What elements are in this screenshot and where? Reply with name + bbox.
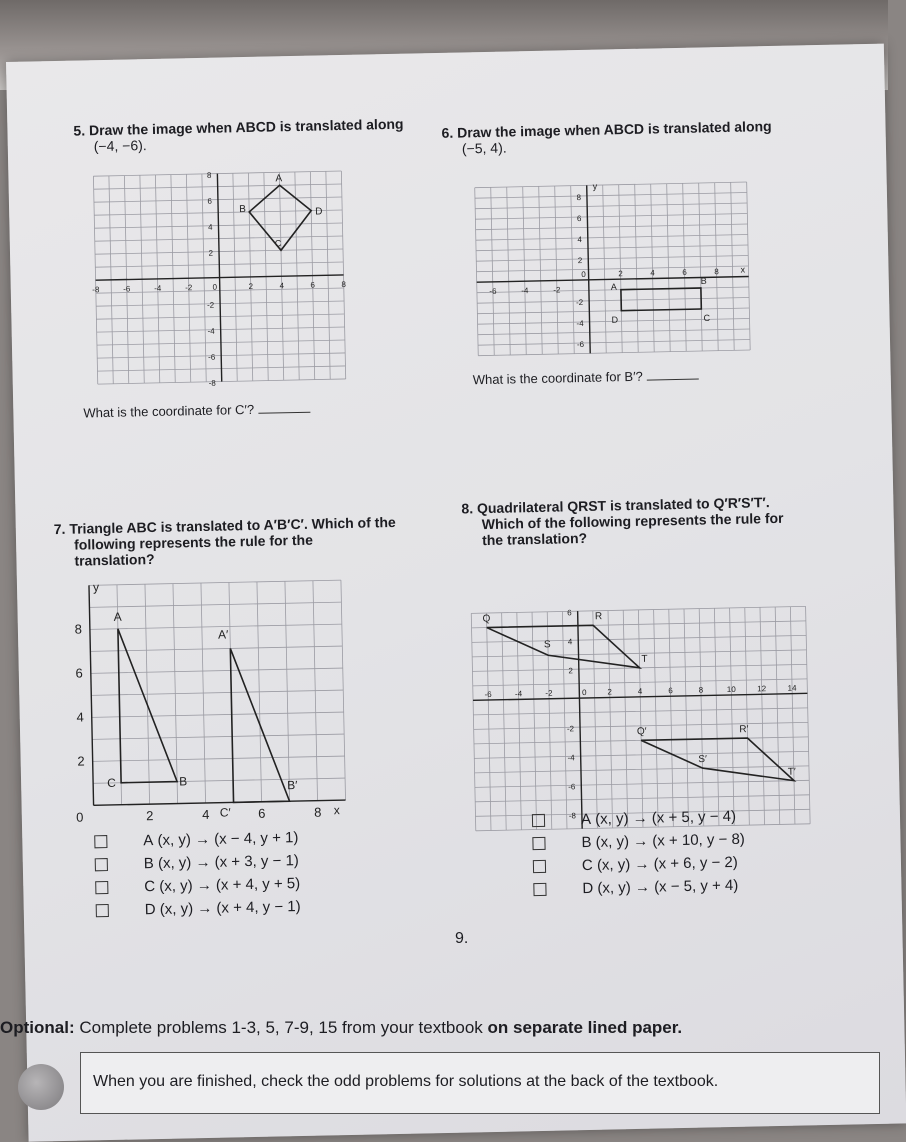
grid-line: [745, 608, 750, 825]
y-tick-label: 8: [206, 170, 212, 180]
y-tick-label: 6: [576, 213, 582, 224]
y-tick-label: -4: [567, 753, 575, 763]
problem-8-stem-3: the translation?: [481, 529, 588, 549]
grid-line: [514, 612, 523, 829]
y-tick-label: 4: [207, 222, 213, 232]
grid-line: [476, 255, 748, 261]
grid-line: [90, 624, 342, 629]
grid-line: [669, 609, 674, 826]
grid-line: [714, 608, 719, 825]
point-label-a: A: [113, 609, 122, 624]
point-label-s-prime: S′: [698, 753, 708, 766]
grid-line: [476, 245, 748, 251]
y-tick-label: 4: [567, 637, 573, 647]
x-tick-label: 4: [202, 806, 210, 823]
check-answers-note: [80, 1052, 880, 1114]
grid-line: [476, 266, 748, 272]
x-tick-label: -4: [521, 286, 529, 296]
problem-5-stem: 5. Draw the image when ABCD is translated along: [73, 115, 404, 139]
x-tick-label: 8: [341, 279, 347, 290]
optional-label: Optional:: [0, 1018, 75, 1037]
point-label-c: C: [703, 312, 711, 323]
grid-line: [699, 609, 704, 826]
x-tick-label: 4: [637, 686, 643, 696]
point-label-c-prime: C′: [219, 805, 231, 820]
grid-line: [775, 607, 780, 824]
grid-line: [478, 339, 750, 345]
x-tick-label: 6: [310, 280, 316, 290]
y-tick-label: -2: [206, 300, 215, 310]
x-tick-label: 4: [279, 281, 285, 291]
grid-line: [478, 329, 750, 335]
point-label-b: B: [700, 275, 707, 286]
y-axis-label: y: [92, 580, 100, 595]
grid-line: [91, 690, 343, 695]
grid-line: [89, 580, 341, 585]
grid-line: [593, 611, 598, 828]
x-tick-label: 6: [682, 267, 687, 277]
choice-rule: (x, y) → (x + 10, y − 8): [595, 830, 746, 851]
y-tick-label: 8: [74, 621, 83, 637]
choice-rule: (x, y) → (x + 6, y − 2): [596, 853, 738, 874]
point-label-q-prime: Q′: [636, 726, 647, 738]
problem-7-stem-3: translation?: [74, 550, 155, 569]
problem-5: [73, 116, 404, 155]
x-tick-label: -2: [185, 283, 193, 293]
checkbox[interactable]: [533, 883, 546, 896]
point-label-r: R: [594, 611, 603, 623]
x-tick-label: 2: [146, 808, 154, 824]
grid-line: [475, 214, 747, 220]
y-tick-label: 2: [208, 248, 214, 258]
x-tick-label: 8: [698, 685, 704, 695]
choice-letter: A: [580, 810, 592, 829]
choice-rule: (x, y) → (x + 4, y + 5): [159, 875, 301, 895]
point-label-a: A: [610, 281, 617, 292]
choice-rule: (x, y) → (x + 3, y − 1): [157, 852, 300, 872]
optional-text: Complete problems 1-3, 5, 7-9, 15 from your textbook: [74, 1018, 488, 1037]
problem-7-stem-1: 7. Triangle ABC is translated to A′B′C′. Which of the: [53, 513, 396, 538]
y-tick-label: -6: [568, 782, 576, 792]
point-label-a: A: [275, 173, 283, 185]
y-tick-label: -6: [576, 339, 585, 350]
x-tick-label: -6: [489, 286, 497, 296]
grid-line: [92, 712, 344, 717]
x-tick-label: -2: [545, 688, 553, 698]
choice-letter: A: [143, 832, 154, 850]
grid-line: [475, 193, 747, 199]
problem-8: [461, 494, 784, 549]
optional-bold-tail: on separate lined paper.: [487, 1018, 683, 1037]
problem-8-stem-2: Which of the following represents the rule for: [481, 509, 784, 533]
y-tick-label: -4: [207, 326, 215, 336]
x-tick-label: -2: [553, 285, 561, 295]
choice-letter: C: [581, 856, 593, 875]
choice-letter: D: [582, 879, 594, 898]
y-tick-label: 6: [567, 608, 572, 618]
optional-instructions: [0, 1018, 682, 1038]
choice-rule: (x, y) → (x + 4, y − 1): [159, 898, 301, 918]
x-axis-label: x: [333, 803, 340, 818]
checkbox[interactable]: [95, 858, 108, 871]
x-axis-label: x: [740, 264, 746, 275]
triangle-abc: [118, 628, 177, 783]
point-label-b: B: [239, 204, 246, 216]
y-tick-label: 2: [568, 666, 573, 676]
problem-5-vector: (−4, −6).: [93, 137, 147, 155]
check-note-text: When you are finished, check the odd problems for solutions at the back of the textbook.: [93, 1073, 719, 1090]
point-label-t: T: [641, 653, 648, 665]
problem-6: [441, 118, 772, 157]
y-tick-label: -6: [208, 352, 216, 362]
checkbox[interactable]: [532, 837, 545, 850]
y-axis-label: y: [592, 181, 598, 192]
choice-rule: (x, y) → (x + 5, y − 4): [594, 807, 737, 828]
y-tick-label: 4: [76, 709, 84, 725]
point-label-d: D: [315, 206, 323, 218]
point-label-c: C: [274, 238, 282, 249]
choice-letter: C: [144, 878, 156, 896]
checkbox[interactable]: [94, 835, 107, 848]
grid-line: [478, 350, 750, 356]
grid-line: [760, 607, 765, 824]
grid-line: [806, 606, 811, 823]
y-tick-label: -2: [575, 297, 584, 308]
problem-8-stem-1: 8. Quadrilateral QRST is translated to Q′R′S′T′.: [461, 494, 770, 517]
grid-line: [477, 297, 749, 303]
x-tick-label: -8: [92, 285, 100, 295]
grid-line: [89, 602, 341, 607]
grid-line: [623, 610, 628, 827]
x-tick-label: -6: [123, 284, 131, 294]
x-tick-label: 8: [714, 267, 719, 277]
point-label-q: Q: [482, 613, 491, 625]
grid-line: [486, 613, 491, 830]
problem-7-stem-2: following represents the rule for the: [73, 531, 314, 553]
x-tick-label: -4: [514, 689, 523, 699]
y-tick-label: -8: [568, 811, 577, 821]
problem-6-question-text: What is the coordinate for B′?: [472, 368, 643, 388]
checkbox[interactable]: [533, 860, 546, 873]
problem-6-graph: [468, 158, 772, 359]
choice-letter: B: [143, 855, 155, 873]
grid-line: [475, 203, 747, 209]
problem-6-vector: (−5, 4).: [461, 139, 507, 157]
point-label-r-prime: R′: [739, 724, 749, 736]
choice-letter: D: [144, 901, 156, 919]
x-tick-label: 0: [212, 282, 218, 292]
y-axis: [578, 611, 583, 828]
grid-line: [471, 613, 476, 830]
x-tick-label: 4: [650, 268, 655, 278]
problem-5-graph: [84, 165, 359, 391]
x-tick-label: 10: [726, 684, 736, 695]
grid-line: [502, 613, 507, 830]
checkbox[interactable]: [95, 881, 108, 894]
answer-blank-b-prime[interactable]: [647, 379, 699, 381]
grid-line: [93, 756, 345, 761]
point-label-t-prime: T′: [787, 766, 796, 778]
x-tick-label: -6: [484, 689, 492, 700]
grid-line: [475, 182, 747, 188]
grid-line: [787, 607, 796, 824]
y-tick-label: 2: [577, 255, 583, 266]
x-tick-label: 14: [787, 683, 797, 693]
answer-blank-c-prime[interactable]: [258, 412, 310, 414]
grid-line: [730, 608, 735, 825]
y-tick-label: -4: [576, 318, 584, 329]
x-tick-label: 2: [248, 281, 254, 291]
problem-8-choice-d[interactable]: [533, 874, 746, 901]
x-tick-label: 0: [76, 809, 84, 825]
triangle-a-prime-b-prime-c-prime: [230, 647, 289, 802]
x-axis: [94, 800, 346, 805]
problem-5-question-text: What is the coordinate for C′?: [83, 401, 255, 421]
point-label-b: B: [178, 774, 188, 789]
grid-line: [476, 224, 748, 230]
grid-line: [562, 611, 567, 828]
x-tick-label: -4: [154, 283, 162, 293]
problem-9-number: 9.: [455, 930, 469, 947]
y-tick-label: -2: [566, 724, 575, 734]
grid-line: [476, 235, 748, 241]
problem-5-question: [83, 401, 310, 421]
grid-line: [654, 610, 659, 827]
problem-6-question: [473, 368, 699, 388]
y-tick-label: 4: [577, 234, 582, 245]
grid-line: [684, 609, 689, 826]
x-tick-label: 6: [668, 686, 673, 696]
problem-7-choice-d[interactable]: [96, 895, 301, 922]
point-label-a-prime: A′: [217, 627, 229, 642]
choice-rule: (x, y) → (x − 4, y + 1): [157, 829, 299, 849]
y-tick-label: 6: [75, 665, 83, 681]
x-tick-label: 6: [258, 805, 266, 821]
checkbox[interactable]: [96, 904, 109, 917]
y-tick-label: 8: [576, 192, 582, 203]
x-tick-label: 8: [314, 804, 322, 820]
x-tick-label: 0: [582, 687, 587, 698]
x-tick-label: 0: [581, 269, 586, 279]
checkbox[interactable]: [532, 814, 545, 827]
pencil-icon: [18, 1064, 64, 1110]
point-label-s: S: [543, 639, 551, 651]
choice-letter: B: [581, 833, 592, 852]
grid-line: [91, 668, 343, 673]
problem-7: [54, 514, 397, 569]
grid-line: [92, 734, 344, 739]
y-tick-label: 6: [207, 196, 213, 206]
x-tick-label: 12: [757, 684, 767, 694]
y-tick-label: 2: [77, 753, 85, 769]
problem-8-choices: [532, 805, 746, 901]
x-tick-label: 2: [618, 269, 623, 279]
problem-7-graph: [67, 570, 362, 826]
point-label-b-prime: B′: [287, 778, 298, 793]
grid-line: [638, 610, 643, 827]
point-label-c: C: [106, 775, 116, 791]
grid-line: [90, 646, 342, 651]
problem-6-stem: 6. Draw the image when ABCD is translated along: [441, 117, 772, 141]
grid-line: [532, 612, 537, 829]
problem-7-choices: [94, 826, 301, 922]
point-label-d: D: [611, 314, 619, 325]
worksheet-page: [6, 44, 906, 1142]
y-tick-label: -8: [208, 378, 216, 388]
x-tick-label: 2: [607, 687, 613, 697]
choice-rule: (x, y) → (x − 5, y + 4): [597, 876, 739, 897]
